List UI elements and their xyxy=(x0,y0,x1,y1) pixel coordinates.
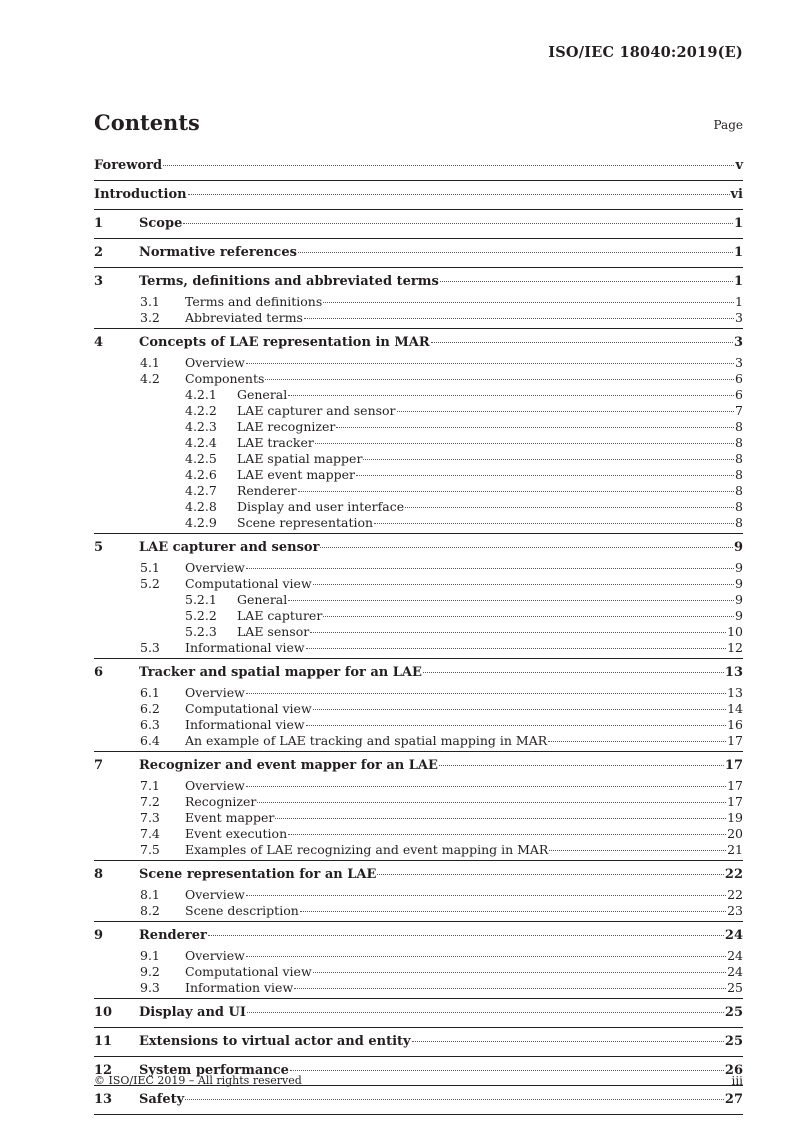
toc-leader-dots xyxy=(246,568,734,569)
toc-entry-title: LAE sensor xyxy=(237,624,310,639)
toc-entry[interactable] xyxy=(94,536,743,560)
toc-entry-title: Concepts of LAE representation in MAR xyxy=(139,335,430,350)
toc-entry-number: 2 xyxy=(94,245,104,260)
toc-leader-dots xyxy=(298,491,734,492)
toc-section-group xyxy=(94,183,743,210)
toc-entry-page: 3 xyxy=(735,310,743,325)
toc-entry-page: 1 xyxy=(733,245,743,260)
toc-entry-title: Event mapper xyxy=(185,810,275,825)
toc-leader-dots xyxy=(439,765,724,766)
toc-entry-title: Scene representation xyxy=(237,515,374,530)
toc-entry-title: Overview xyxy=(185,778,245,793)
toc-entry-page: 9 xyxy=(735,560,743,575)
toc-entry[interactable] xyxy=(94,685,743,701)
toc-entry-page: 13 xyxy=(727,685,743,700)
toc-entry-number: 6.4 xyxy=(140,733,160,748)
toc-entry-number: 7.5 xyxy=(140,842,160,857)
toc-entry[interactable] xyxy=(94,270,743,294)
page-title: Contents xyxy=(94,110,200,135)
toc-leader-dots xyxy=(288,395,734,396)
toc-leader-dots xyxy=(549,850,726,851)
page-column-label: Page xyxy=(713,118,743,132)
toc-entry[interactable] xyxy=(94,810,743,826)
toc-leader-dots xyxy=(163,165,734,166)
toc-entry[interactable] xyxy=(94,640,743,656)
toc-entry[interactable] xyxy=(94,467,743,483)
toc-leader-dots xyxy=(183,223,733,224)
toc-entry-number: 5.3 xyxy=(140,640,160,655)
page-number: iii xyxy=(731,1074,743,1088)
toc-entry[interactable] xyxy=(94,964,743,980)
toc-entry[interactable] xyxy=(94,310,743,326)
toc-leader-dots xyxy=(313,709,726,710)
toc-entry-title: Extensions to virtual actor and entity xyxy=(139,1034,411,1049)
toc-entry-title: Display and UI xyxy=(139,1005,246,1020)
toc-section-group xyxy=(94,270,743,329)
toc-entry-page: 3 xyxy=(735,355,743,370)
toc-entry-number: 3 xyxy=(94,274,104,289)
toc-entry-number: 5 xyxy=(94,540,104,555)
toc-entry-number: 8.1 xyxy=(140,887,160,902)
toc-entry-page: 10 xyxy=(727,624,743,639)
toc-entry[interactable] xyxy=(94,592,743,608)
toc-entry[interactable] xyxy=(94,1001,743,1025)
toc-entry-page: vi xyxy=(730,187,743,202)
toc-entry-title: Information view xyxy=(185,980,294,995)
toc-entry-title: Terms and definitions xyxy=(185,294,323,309)
toc-entry-number: 4.2.4 xyxy=(185,435,217,450)
toc-entry[interactable] xyxy=(94,183,743,207)
toc-entry-title: LAE capturer xyxy=(237,608,323,623)
toc-entry-number: 7.1 xyxy=(140,778,160,793)
toc-section-group xyxy=(94,536,743,659)
toc-entry-number: 12 xyxy=(94,1063,113,1078)
toc-entry[interactable] xyxy=(94,212,743,236)
toc-entry-title: Display and user interface xyxy=(237,499,405,514)
toc-entry-page: 22 xyxy=(724,867,743,882)
toc-entry-number: 6.1 xyxy=(140,685,160,700)
toc-leader-dots xyxy=(405,507,734,508)
toc-entry-page: 8 xyxy=(735,515,743,530)
toc-entry-title: General xyxy=(237,592,288,607)
toc-entry-title: LAE event mapper xyxy=(237,467,356,482)
toc-leader-dots xyxy=(288,600,734,601)
toc-leader-dots xyxy=(323,302,734,303)
toc-leader-dots xyxy=(548,741,726,742)
toc-leader-dots xyxy=(313,584,734,585)
toc-entry-page: 8 xyxy=(735,499,743,514)
toc-entry-number: 5.2 xyxy=(140,576,160,591)
toc-leader-dots xyxy=(208,935,724,936)
toc-leader-dots xyxy=(246,786,726,787)
toc-leader-dots xyxy=(247,1012,724,1013)
toc-entry[interactable] xyxy=(94,863,743,887)
toc-entry[interactable] xyxy=(94,1030,743,1054)
toc-entry-page: v xyxy=(735,158,743,173)
toc-entry[interactable] xyxy=(94,903,743,919)
toc-entry-page: 19 xyxy=(727,810,743,825)
toc-entry-page: 17 xyxy=(727,733,743,748)
toc-entry-page: 21 xyxy=(727,842,743,857)
toc-entry-title: Scene description xyxy=(185,903,299,918)
toc-entry-number: 5.2.1 xyxy=(185,592,217,607)
toc-entry-title: Computational view xyxy=(185,701,312,716)
toc-entry[interactable] xyxy=(94,331,743,355)
toc-entry[interactable] xyxy=(94,435,743,451)
toc-entry-number: 4.2.8 xyxy=(185,499,217,514)
toc-entry-title: Overview xyxy=(185,560,245,575)
toc-section-group xyxy=(94,331,743,534)
toc-entry-number: 4.2.5 xyxy=(185,451,217,466)
toc-entry-number: 13 xyxy=(94,1092,113,1107)
toc-entry-page: 6 xyxy=(735,387,743,402)
toc-entry-page: 17 xyxy=(727,778,743,793)
toc-entry-title: LAE capturer and sensor xyxy=(237,403,396,418)
toc-entry[interactable] xyxy=(94,661,743,685)
toc-leader-dots xyxy=(300,911,726,912)
toc-entry-number: 5.2.3 xyxy=(185,624,217,639)
toc-leader-dots xyxy=(356,475,734,476)
toc-entry-number: 4.2.9 xyxy=(185,515,217,530)
toc-leader-dots xyxy=(431,342,733,343)
toc-entry[interactable] xyxy=(94,355,743,371)
toc-section-group xyxy=(94,1088,743,1115)
toc-entry-title: LAE spatial mapper xyxy=(237,451,363,466)
toc-entry-page: 1 xyxy=(733,216,743,231)
toc-entry-title: Renderer xyxy=(139,928,207,943)
toc-entry-page: 8 xyxy=(735,451,743,466)
toc-entry[interactable] xyxy=(94,842,743,858)
toc-leader-dots xyxy=(397,411,735,412)
toc-entry-title: General xyxy=(237,387,288,402)
toc-leader-dots xyxy=(377,874,724,875)
toc-entry-title: Overview xyxy=(185,887,245,902)
toc-entry-number: 3.1 xyxy=(140,294,160,309)
toc-entry[interactable] xyxy=(94,887,743,903)
toc-leader-dots xyxy=(440,281,733,282)
toc-entry-page: 17 xyxy=(724,758,743,773)
toc-leader-dots xyxy=(306,648,726,649)
toc-entry-number: 4.2.6 xyxy=(185,467,217,482)
toc-leader-dots xyxy=(363,459,734,460)
toc-leader-dots xyxy=(257,802,726,803)
toc-entry-page: 24 xyxy=(727,964,743,979)
toc-entry[interactable] xyxy=(94,515,743,531)
toc-entry-page: 8 xyxy=(735,435,743,450)
toc-entry[interactable] xyxy=(94,483,743,499)
toc-entry-number: 6.2 xyxy=(140,701,160,716)
toc-section-group xyxy=(94,1030,743,1057)
toc-entry[interactable] xyxy=(94,980,743,996)
table-of-contents xyxy=(94,154,743,1117)
toc-entry-number: 7.2 xyxy=(140,794,160,809)
toc-leader-dots xyxy=(290,1070,724,1071)
toc-entry-number: 10 xyxy=(94,1005,113,1020)
toc-section-group xyxy=(94,241,743,268)
toc-entry-title: LAE recognizer xyxy=(237,419,336,434)
toc-leader-dots xyxy=(374,523,734,524)
toc-entry-page: 27 xyxy=(724,1092,743,1107)
toc-leader-dots xyxy=(306,725,726,726)
toc-entry[interactable] xyxy=(94,560,743,576)
toc-entry-title: Examples of LAE recognizing and event mapping in MAR xyxy=(185,842,549,857)
toc-entry[interactable] xyxy=(94,701,743,717)
toc-entry[interactable] xyxy=(94,717,743,733)
toc-entry-number: 3.2 xyxy=(140,310,160,325)
toc-entry-page: 17 xyxy=(727,794,743,809)
toc-entry-page: 9 xyxy=(735,576,743,591)
toc-entry-number: 6 xyxy=(94,665,104,680)
toc-leader-dots xyxy=(310,632,726,633)
toc-entry-page: 13 xyxy=(724,665,743,680)
toc-entry-title: Informational view xyxy=(185,717,305,732)
toc-leader-dots xyxy=(265,379,734,380)
toc-entry-number: 4.2.1 xyxy=(185,387,217,402)
toc-entry-title: Safety xyxy=(139,1092,185,1107)
toc-entry-number: 4.2.7 xyxy=(185,483,217,498)
toc-section-group xyxy=(94,1001,743,1028)
toc-entry[interactable] xyxy=(94,371,743,387)
toc-entry[interactable] xyxy=(94,241,743,265)
toc-entry-title: LAE tracker xyxy=(237,435,314,450)
toc-leader-dots xyxy=(246,895,726,896)
toc-entry[interactable] xyxy=(94,154,743,178)
toc-entry-title: Computational view xyxy=(185,576,312,591)
toc-entry-page: 16 xyxy=(727,717,743,732)
toc-leader-dots xyxy=(246,693,726,694)
toc-entry-title: Renderer xyxy=(237,483,297,498)
copyright-notice: © ISO/IEC 2019 – All rights reserved xyxy=(94,1074,302,1087)
toc-leader-dots xyxy=(294,988,726,989)
toc-entry-title: Informational view xyxy=(185,640,305,655)
toc-entry[interactable] xyxy=(94,451,743,467)
toc-entry-title: Overview xyxy=(185,355,245,370)
toc-entry[interactable] xyxy=(94,754,743,778)
toc-entry-page: 9 xyxy=(735,608,743,623)
toc-leader-dots xyxy=(323,616,734,617)
toc-entry-page: 1 xyxy=(733,274,743,289)
toc-entry-page: 8 xyxy=(735,467,743,482)
toc-entry-number: 8.2 xyxy=(140,903,160,918)
toc-entry-title: Overview xyxy=(185,685,245,700)
toc-entry[interactable] xyxy=(94,576,743,592)
toc-leader-dots xyxy=(304,318,734,319)
toc-section-group xyxy=(94,212,743,239)
toc-leader-dots xyxy=(246,363,734,364)
toc-entry-title: Tracker and spatial mapper for an LAE xyxy=(139,665,422,680)
toc-entry-page: 24 xyxy=(727,948,743,963)
document-identifier: ISO/IEC 18040:2019(E) xyxy=(548,44,743,61)
toc-entry-page: 9 xyxy=(735,592,743,607)
toc-entry-page: 25 xyxy=(724,1034,743,1049)
toc-entry[interactable] xyxy=(94,1088,743,1112)
toc-entry-number: 9.2 xyxy=(140,964,160,979)
toc-entry-number: 4.2.3 xyxy=(185,419,217,434)
toc-entry-page: 8 xyxy=(735,419,743,434)
toc-entry[interactable] xyxy=(94,624,743,640)
toc-entry-page: 7 xyxy=(735,403,743,418)
toc-entry-page: 20 xyxy=(727,826,743,841)
toc-entry-title: Normative references xyxy=(139,245,297,260)
toc-entry-number: 5.1 xyxy=(140,560,160,575)
toc-entry-title: Event execution xyxy=(185,826,288,841)
toc-entry[interactable] xyxy=(94,733,743,749)
toc-leader-dots xyxy=(336,427,734,428)
toc-entry-page: 23 xyxy=(727,903,743,918)
toc-entry-title: Scope xyxy=(139,216,183,231)
toc-entry-title: Components xyxy=(185,371,265,386)
toc-entry-page: 25 xyxy=(727,980,743,995)
toc-entry-page: 12 xyxy=(727,640,743,655)
toc-entry-title: LAE capturer and sensor xyxy=(139,540,320,555)
toc-entry-number: 4 xyxy=(94,335,104,350)
toc-section-group xyxy=(94,754,743,861)
toc-entry-number: 9.3 xyxy=(140,980,160,995)
toc-entry-title: Abbreviated terms xyxy=(185,310,303,325)
toc-entry-number: 4.2.2 xyxy=(185,403,217,418)
toc-entry-page: 8 xyxy=(735,483,743,498)
toc-entry-title: Introduction xyxy=(94,187,187,202)
toc-entry-page: 1 xyxy=(735,294,743,309)
toc-entry-number: 9 xyxy=(94,928,104,943)
toc-entry-title: Foreword xyxy=(94,158,163,173)
toc-leader-dots xyxy=(423,672,724,673)
toc-entry[interactable] xyxy=(94,608,743,624)
toc-entry-page: 9 xyxy=(733,540,743,555)
toc-entry-number: 4.1 xyxy=(140,355,160,370)
toc-leader-dots xyxy=(315,443,734,444)
toc-entry-title: Recognizer and event mapper for an LAE xyxy=(139,758,438,773)
toc-entry[interactable] xyxy=(94,794,743,810)
toc-entry-page: 3 xyxy=(733,335,743,350)
toc-leader-dots xyxy=(412,1041,724,1042)
toc-leader-dots xyxy=(288,834,726,835)
toc-entry-number: 7.3 xyxy=(140,810,160,825)
toc-entry-number: 9.1 xyxy=(140,948,160,963)
toc-entry-number: 4.2 xyxy=(140,371,160,386)
toc-leader-dots xyxy=(313,972,726,973)
toc-entry[interactable] xyxy=(94,403,743,419)
toc-entry[interactable] xyxy=(94,778,743,794)
toc-entry[interactable] xyxy=(94,924,743,948)
toc-section-group xyxy=(94,924,743,999)
toc-entry-number: 11 xyxy=(94,1034,113,1049)
toc-entry-title: An example of LAE tracking and spatial mapping in MAR xyxy=(185,733,548,748)
toc-entry-number: 6.3 xyxy=(140,717,160,732)
toc-entry-number: 7.4 xyxy=(140,826,160,841)
toc-leader-dots xyxy=(320,547,733,548)
toc-entry-number: 1 xyxy=(94,216,104,231)
toc-leader-dots xyxy=(298,252,733,253)
toc-leader-dots xyxy=(188,194,730,195)
toc-entry-page: 24 xyxy=(724,928,743,943)
toc-leader-dots xyxy=(246,956,726,957)
toc-entry-page: 25 xyxy=(724,1005,743,1020)
toc-entry[interactable] xyxy=(94,419,743,435)
toc-entry-number: 7 xyxy=(94,758,104,773)
toc-section-group xyxy=(94,863,743,922)
toc-entry-title: Terms, definitions and abbreviated terms xyxy=(139,274,439,289)
toc-entry[interactable] xyxy=(94,948,743,964)
toc-entry-title: Scene representation for an LAE xyxy=(139,867,377,882)
toc-entry[interactable] xyxy=(94,294,743,310)
toc-entry-title: Recognizer xyxy=(185,794,257,809)
toc-entry-page: 14 xyxy=(727,701,743,716)
toc-entry-number: 8 xyxy=(94,867,104,882)
toc-entry-page: 22 xyxy=(727,887,743,902)
toc-section-group xyxy=(94,661,743,752)
toc-leader-dots xyxy=(185,1099,724,1100)
toc-entry-title: Computational view xyxy=(185,964,312,979)
toc-entry-page: 6 xyxy=(735,371,743,386)
toc-section-group xyxy=(94,154,743,181)
toc-entry[interactable] xyxy=(94,387,743,403)
toc-entry-page: 26 xyxy=(724,1063,743,1078)
contents-heading-row xyxy=(94,110,743,140)
toc-entry-title: System performance xyxy=(139,1063,289,1078)
toc-entry-title: Overview xyxy=(185,948,245,963)
toc-entry[interactable] xyxy=(94,499,743,515)
toc-entry-number: 5.2.2 xyxy=(185,608,217,623)
toc-leader-dots xyxy=(275,818,726,819)
toc-entry[interactable] xyxy=(94,826,743,842)
